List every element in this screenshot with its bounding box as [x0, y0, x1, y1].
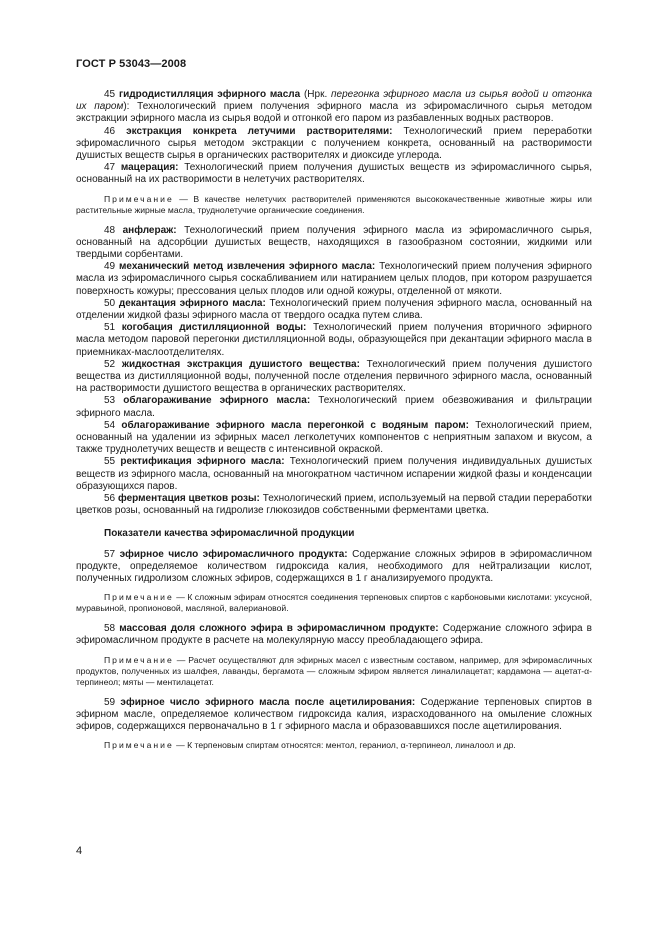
note-label: Примечание	[104, 740, 174, 751]
entry-54: 54 облагораживание эфирного масла перегонкой с водяным паром: Технологический прием, основанный на удалении из эфирных масел легколетучих компонентов с неприятным запахом и вкусом, а также труднолетучих веществ и веществ с интенсивной окраской.	[76, 419, 593, 456]
note-58: Примечание — Расчет осуществляют для эфирных масел с известным составом, например, для эфиромасличных продуктов, полученных из шалфея, лаванды, бергамота — сложным эфиром является линалилацетат; кардамона — ацетат-α-терпинеол; мяты — ментилацетат.	[76, 654, 592, 687]
note-57: Примечание — К сложным эфирам относятся соединения терпеновых спиртов с карбоновыми кислотами: уксусной, муравьиной, пропионовой, масляной, валериановой.	[76, 592, 592, 614]
entry-48: 48 анфлераж: Технологический прием получения эфирного масла из эфиромасличного сырья, основанный на адсорбции душистых веществ, находящихся в газообразном состоянии, жидкими или твердыми сорбентами.	[76, 224, 593, 261]
term: массовая доля сложного эфира в эфиромасличном продукте:	[119, 623, 439, 635]
entry-53: 53 облагораживание эфирного масла: Технологический прием обезвоживания и фильтрации эфирного масла.	[76, 395, 592, 419]
entry-52: 52 жидкостная экстракция душистого вещества: Технологический прием получения душистого вещества из дистилляционной воды, полученной после отделения первичного эфирного масла, основанный на растворимости душистого вещества в органических растворителях.	[76, 358, 593, 395]
entry-45: 45 гидродистилляция эфирного масла (Нрк. перегонка эфирного масла из сырья водой и отгонка их паром): Технологический прием получения эфирного масла из эфиромасличного сырья методом экстракции эфирного масла из сырья водой и отгонкой его паром из разбавленных водных растворов.	[76, 89, 593, 125]
entry-59: 59 эфирное число эфирного масла после ацетилирования: Содержание терпеновых спиртов в эфирном масле, определяемое количеством гидроксида калия, израсходованного на омыление сложных эфиров, содержащихся первоначально в 1 г эфирного масла и образовавшихся после ацетилирования.	[76, 696, 592, 732]
note-label: Примечание	[104, 592, 174, 603]
term: ректификация эфирного масла:	[120, 456, 285, 468]
term: когобация дистилляционной воды:	[121, 322, 307, 334]
note-59: Примечание — К терпеновым спиртам относятся: ментол, гераниол, α-терпинеол, линалоол и др.	[104, 740, 516, 751]
term: эфирное число эфиромасличного продукта:	[119, 548, 348, 560]
term: мацерация:	[120, 162, 179, 174]
term: облагораживание эфирного масла перегонкой с водяным паром:	[121, 419, 469, 431]
term: экстракция конкрета летучими растворителями:	[126, 125, 393, 137]
entry-58: 58 массовая доля сложного эфира в эфиромасличном продукте: Содержание сложного эфира в эфиромасличном продукте в расчете на молекулярную массу преобладающего эфира.	[76, 623, 592, 647]
entry-56: 56 ферментация цветков розы: Технологический прием, используемый на первой стадии переработки цветков розы, основанный на гидролизе глюкозидов собственными ферментами цветка.	[76, 493, 592, 517]
term: жидкостная экстракция душистого вещества:	[121, 358, 360, 370]
entry-47: 47 мацерация: Технологический прием получения душистых веществ из эфиромасличного сырья, основанный на их растворимости в нелетучих растворителях.	[76, 162, 592, 186]
entry-49: 49 механический метод извлечения эфирного масла: Технологический прием получения эфирного масла из эфиромасличного сырья соскабливанием или натиранием целых плодов, при котором разрушается поверхность кожуры; прессования целых плодов или одной кожуры, отделенной от мякоти.	[76, 261, 592, 297]
entry-51: 51 когобация дистилляционной воды: Технологический прием получения вторичного эфирного масла методом паровой перегонки дистилляционной воды, образующейся при декантации эфирного масла в приемниках-маслоотделителях.	[76, 322, 592, 358]
term: эфирное число эфирного масла после ацетилирования:	[120, 696, 416, 708]
entry-55: 55 ректификация эфирного масла: Технологический прием получения индивидуальных душистых веществ из эфирного масла, основанный на многократном частичном испарении жидкой фазы и конденсации образующихся паров.	[76, 456, 592, 492]
note-label: Примечание	[104, 193, 174, 204]
document-body	[76, 89, 592, 760]
term: декантация эфирного масла:	[118, 297, 266, 309]
term: гидродистилляция эфирного масла	[118, 89, 301, 100]
page-number: 4	[76, 845, 83, 857]
term: ферментация цветков розы:	[117, 493, 260, 505]
note-47: Примечание — В качестве нелетучих растворителей применяются высококачественные животные жиры или растительные жирные масла, труднолетучие органические соединения.	[76, 193, 592, 215]
entry-50: 50 декантация эфирного масла: Технологический прием получения эфирного масла, основанный на отделении жидкой фазы эфирного масла от твердого осадка путем слива.	[76, 297, 592, 322]
term: облагораживание эфирного масла:	[123, 395, 311, 407]
entry-57: 57 эфирное число эфиромасличного продукта: Содержание сложных эфиров в эфиромасличном продукте, определяемое количеством гидроксида калия, необходимого для нейтрализации кислот, полученных гидролизом сложных эфиров, содержащихся в 1 г анализируемого продукта.	[76, 548, 593, 584]
note-label: Примечание	[104, 654, 174, 665]
term: механический метод извлечения эфирного масла:	[119, 261, 376, 273]
document-header: ГОСТ Р 53043—2008	[76, 58, 187, 70]
section-title: Показатели качества эфиромасличной продукции	[104, 527, 355, 539]
term: анфлераж:	[122, 224, 177, 236]
entry-46: 46 экстракция конкрета летучими растворителями: Технологический прием переработки эфиромасличного сырья методом экстракции с получением конкрета, основанный на растворимости душистых веществ сырья в органических растворителях и диоксиде углерода.	[76, 125, 592, 162]
